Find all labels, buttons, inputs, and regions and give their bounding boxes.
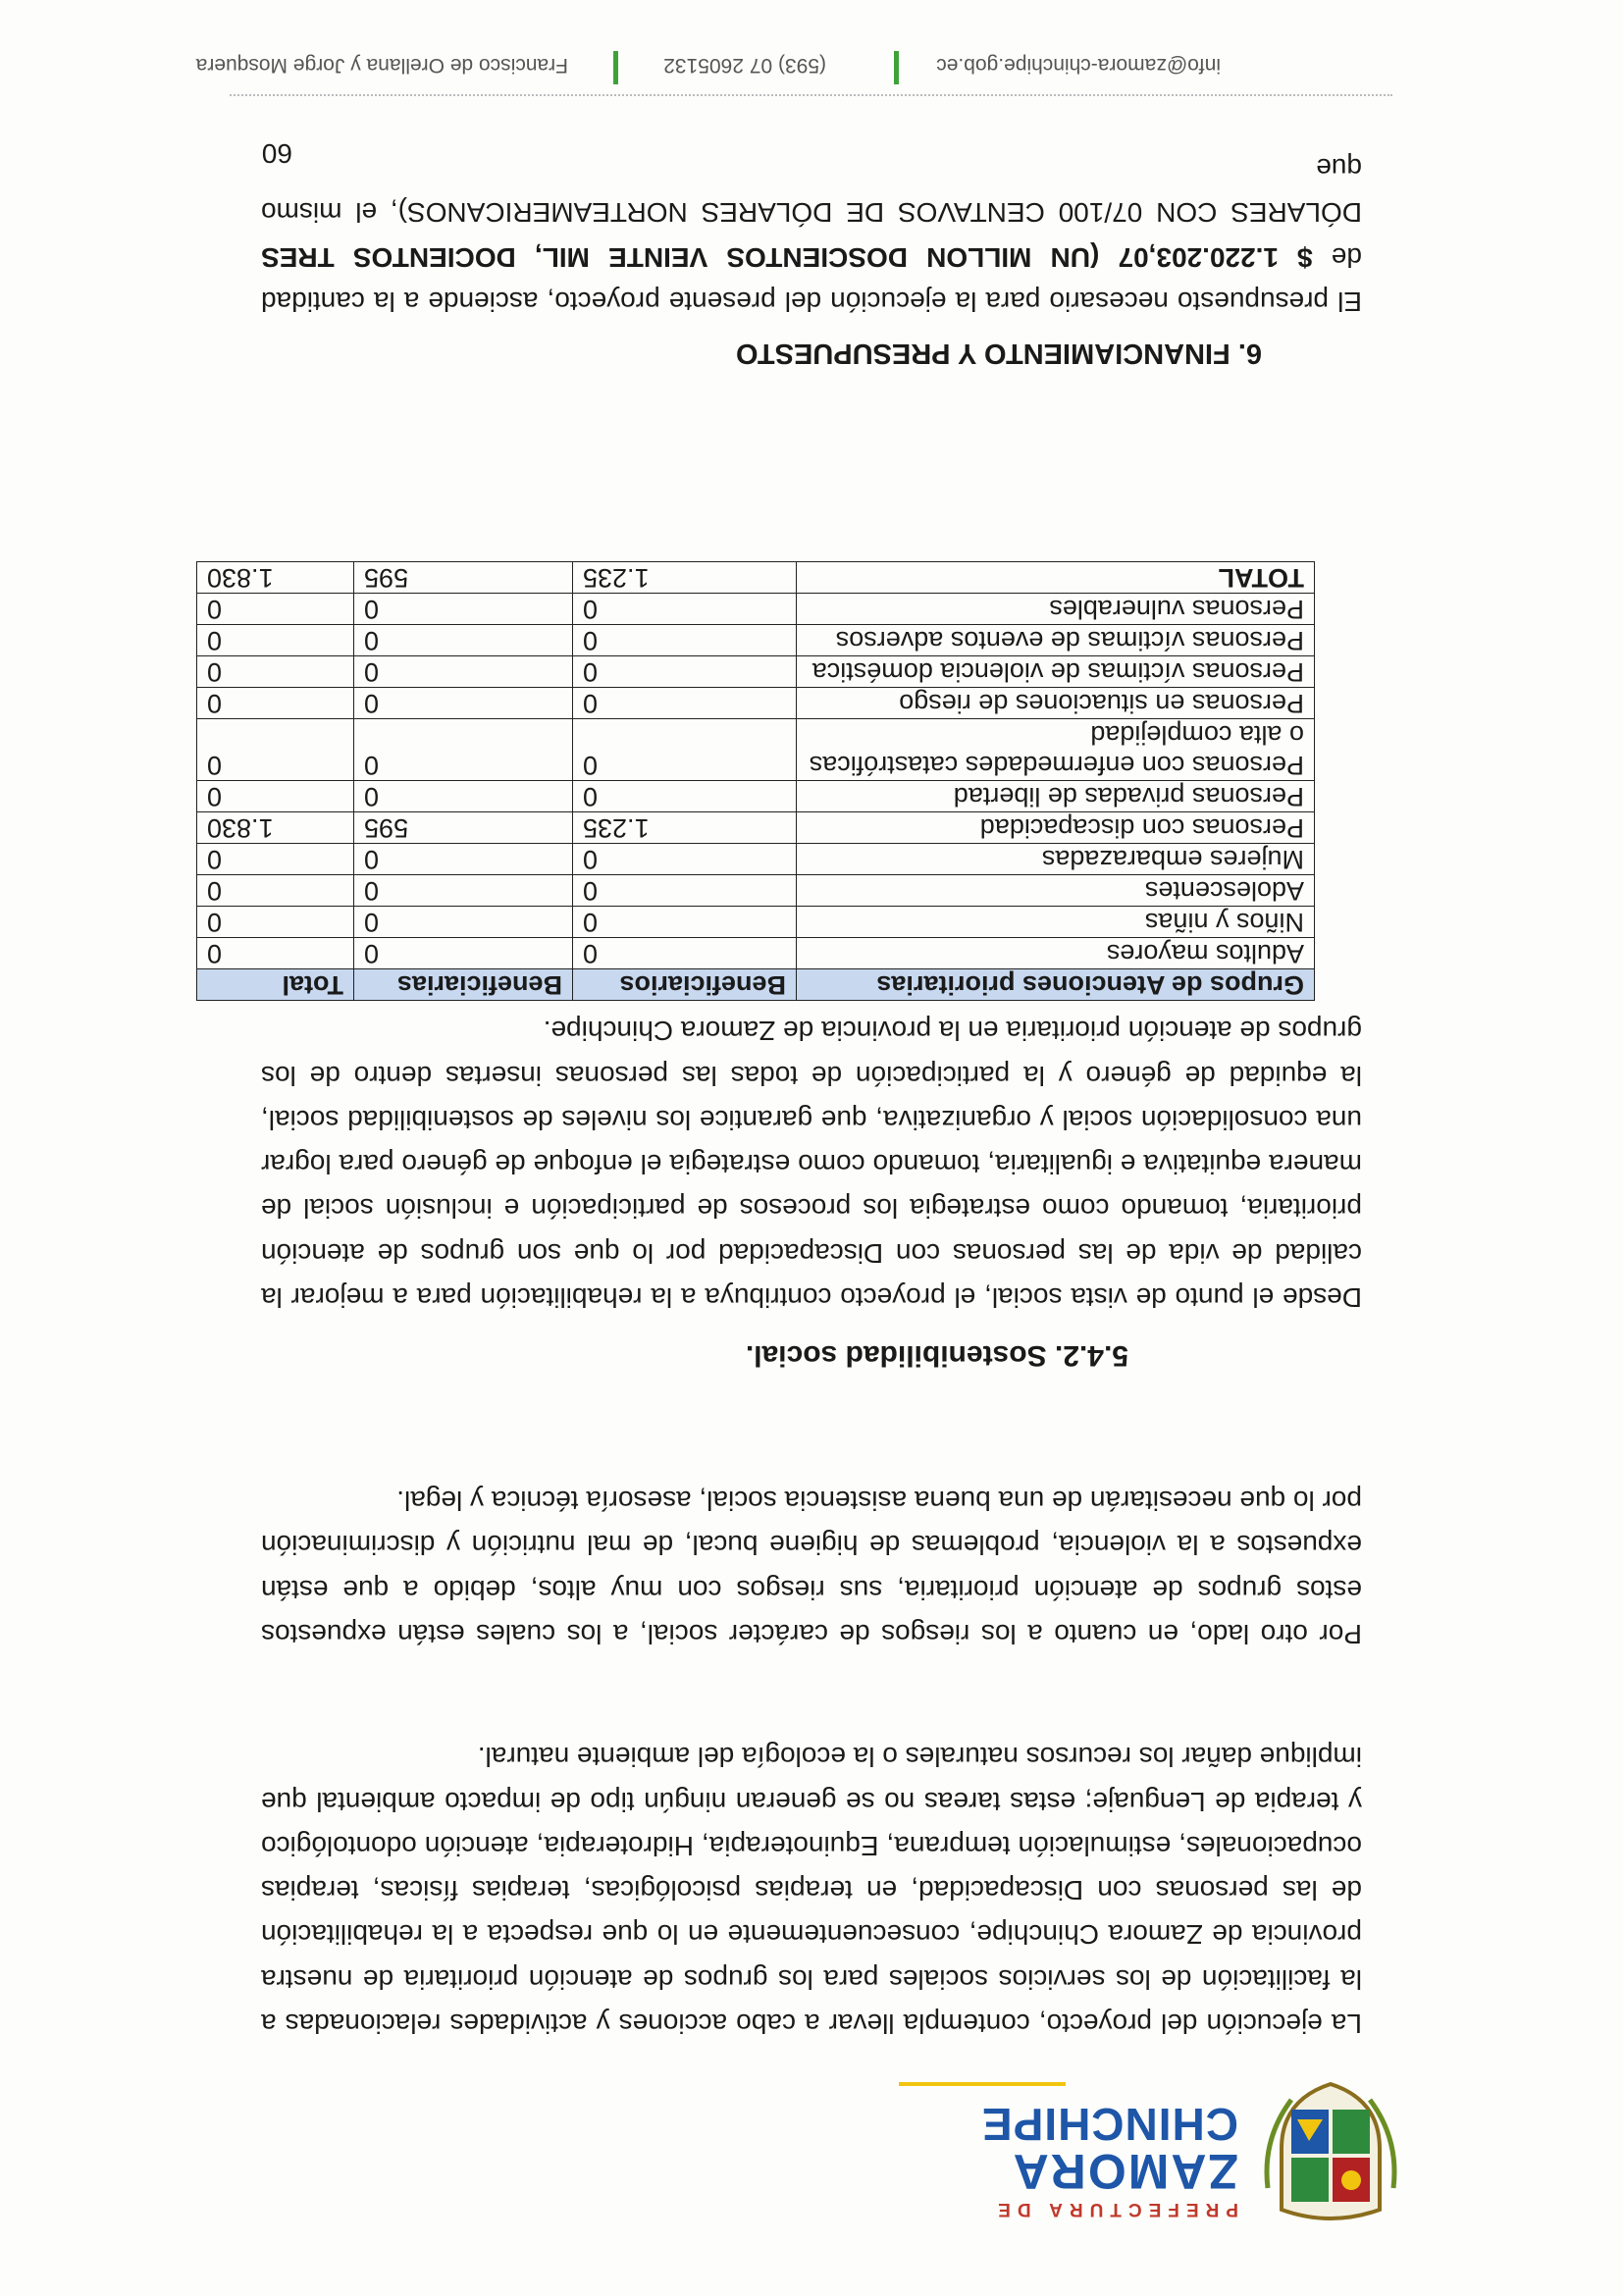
cell-total: 1.830 <box>197 812 354 844</box>
col-header-beneficiarias: Beneficiarias <box>354 969 573 1001</box>
cell-beneficiarias: 595 <box>354 812 573 844</box>
table-row <box>197 844 1315 875</box>
paragraph-social-risks: Por otro lado, en cuanto a los riesgos de carácter social, a los cuales están expuestos estos grupos de atención prioritaria, sus riesgos con muy altos, debido a que están expuestos a la violencia, problemas de higiene bucal, de mal nutrición y discriminación por lo que necesitarán de una buena asistencia social, asesoría técnica y legal. <box>261 1486 1362 1649</box>
chinchipe-wordmark: CHINCHIPE <box>980 2099 1238 2150</box>
budget-amount: $ 1.220.203,07 (UN MILLON DOSCIENTOS VEINTE MIL, DOCIENTOS TRES <box>261 241 1313 273</box>
paragraph-social-sustainability: Desde el punto de vista social, el proyecto contribuya a la rehabilitación para a mejorar la calidad de vida de las personas con Discapacidad por lo que son grupos de atención prioritaria, tomando como estrategia los procesos de participación e inclusión social de manera equitativa e igualitaria, tomando como estrategia el enfoque de género para lograr una consolidación social y organizativa, que garantice los niveles de sostenibilidad social, la equidad de género y la participación de todas las personas insertas dentro de los grupos de atención prioritaria en la provincia de Zamora Chinchipe. <box>261 1016 1362 1313</box>
row-label: Personas privadas de libertad <box>797 781 1315 812</box>
logo-yellow-rule <box>899 2082 1066 2086</box>
table-row <box>197 625 1315 656</box>
table-total-row <box>197 562 1315 594</box>
cell-beneficiarios: 0 <box>573 719 797 781</box>
col-header-total: Total <box>197 969 354 1001</box>
cell-beneficiarias: 595 <box>354 562 573 594</box>
footer-address: Francisco de Orellana y Jorge Mosquera <box>195 54 568 77</box>
budget-text-tail: DÓLARES CON 07/100 CENTAVOS DE DÓLARES NORTEAMERICANOS), el mismo que <box>261 153 1362 229</box>
budget-text-intro: El presupuesto necesario para la ejecución del presente proyecto, asciende a la cantidad de <box>261 241 1362 317</box>
row-label: Mujeres embarazadas <box>797 844 1315 875</box>
cell-beneficiarios: 0 <box>573 656 797 688</box>
cell-beneficiarios: 0 <box>573 625 797 656</box>
cell-beneficiarios: 0 <box>573 938 797 969</box>
zamora-wordmark: ZAMORA <box>1011 2144 1238 2199</box>
table-row <box>197 875 1315 907</box>
footer-email[interactable]: info@zamora-chinchipe.gob.ec <box>936 54 1221 77</box>
cell-beneficiarios: 0 <box>573 688 797 719</box>
cell-beneficiarios: 0 <box>573 844 797 875</box>
cell-total: 0 <box>197 875 354 907</box>
cell-beneficiarias: 0 <box>354 719 573 781</box>
row-label: Personas víctimas de eventos adversos <box>797 625 1315 656</box>
table-row <box>197 907 1315 938</box>
cell-total: 0 <box>197 938 354 969</box>
table-row <box>197 719 1315 781</box>
cell-beneficiarias: 0 <box>354 625 573 656</box>
row-label: Adolescentes <box>797 875 1315 907</box>
page-number: 60 <box>261 138 292 169</box>
priority-groups-table <box>196 561 1315 1001</box>
coat-of-arms-icon <box>1262 2080 1399 2227</box>
cell-total: 0 <box>197 844 354 875</box>
table-row <box>197 938 1315 969</box>
cell-beneficiarias: 0 <box>354 688 573 719</box>
row-label: Personas víctimas de violencia doméstica <box>797 656 1315 688</box>
paragraph-environmental-impact: La ejecución del proyecto, contempla llevar a cabo acciones y actividades relacionadas a la facilitación de los servicios sociales para los grupos de atención prioritaria de nuestra provincia de Zamora Chinchipe, consecuentemente en lo que respecta a la rehabilitación de las personas con Discapacidad, en terapias psicológicas, terapias físicas, terapias ocupacionales, estimulación temprana, Equinoterapia, Hidroterapia, atención odontológico y terapia de Lenguaje; estas tareas no se generan ningún tipo de impacto ambiental que implique dañar los recursos naturales o la ecología del ambiente natural. <box>261 1742 1362 2039</box>
cell-total: 0 <box>197 781 354 812</box>
cell-beneficiarios: 1.235 <box>573 562 797 594</box>
heading-6-financiamiento: 6. FINANCIAMIENTO Y PRESUPUESTO <box>735 338 1262 369</box>
cell-total: 0 <box>197 907 354 938</box>
cell-total: 0 <box>197 594 354 625</box>
footer-phone: (593) 07 2605132 <box>663 54 826 77</box>
table-row <box>197 656 1315 688</box>
row-label: Adultos mayores <box>797 938 1315 969</box>
row-label: Personas vulnerables <box>797 594 1315 625</box>
cell-total: 0 <box>197 719 354 781</box>
col-header-beneficiarios: Beneficiarios <box>573 969 797 1001</box>
table-row <box>197 594 1315 625</box>
cell-beneficiarias: 0 <box>354 907 573 938</box>
cell-beneficiarias: 0 <box>354 938 573 969</box>
cell-beneficiarias: 0 <box>354 875 573 907</box>
row-label: TOTAL <box>797 562 1315 594</box>
cell-beneficiarios: 1.235 <box>573 812 797 844</box>
table-row <box>197 812 1315 844</box>
col-header-group: Grupos de Atenciones prioritarias <box>797 969 1315 1001</box>
table-row <box>197 688 1315 719</box>
row-label: Personas en situaciones de riesgo <box>797 688 1315 719</box>
paragraph-budget <box>261 146 1362 324</box>
cell-beneficiarias: 0 <box>354 594 573 625</box>
cell-beneficiarias: 0 <box>354 844 573 875</box>
row-label: Niños y niñas <box>797 907 1315 938</box>
heading-5-4-2: 5.4.2. Sostenibilidad social. <box>745 1339 1128 1372</box>
prefectura-label: PREFECTURA DE <box>991 2199 1238 2219</box>
footer-divider <box>230 94 1392 96</box>
cell-beneficiarios: 0 <box>573 907 797 938</box>
cell-beneficiarias: 0 <box>354 656 573 688</box>
cell-beneficiarias: 0 <box>354 781 573 812</box>
cell-total: 0 <box>197 625 354 656</box>
table-header-row <box>197 969 1315 1001</box>
footer-separator <box>613 51 618 84</box>
cell-total: 0 <box>197 656 354 688</box>
footer-separator <box>894 51 899 84</box>
cell-total: 1.830 <box>197 562 354 594</box>
table-row <box>197 781 1315 812</box>
row-label: Personas con discapacidad <box>797 812 1315 844</box>
cell-beneficiarios: 0 <box>573 875 797 907</box>
row-label: Personas con enfermedades catastróficas o alta complejidad <box>797 719 1315 781</box>
cell-beneficiarios: 0 <box>573 781 797 812</box>
cell-total: 0 <box>197 688 354 719</box>
cell-beneficiarios: 0 <box>573 594 797 625</box>
